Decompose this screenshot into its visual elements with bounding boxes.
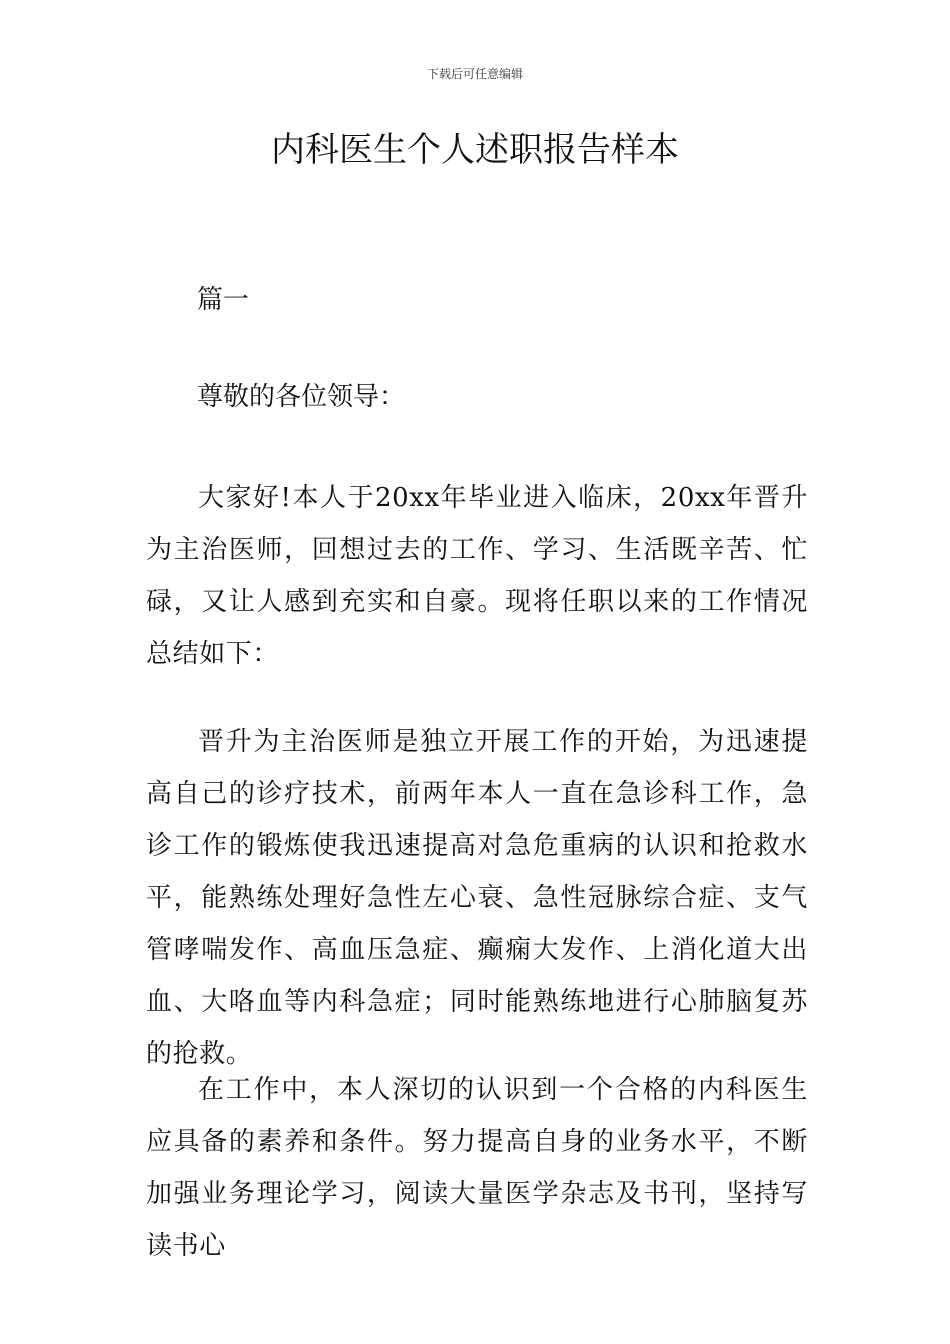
salutation: 尊敬的各位领导： — [197, 382, 406, 412]
body-paragraph-2: 晋升为主治医师是独立开展工作的开始，为迅速提高自己的诊疗技术，前两年本人一直在急诊科工作，急诊工作的锻炼使我迅速提高对急危重病的认识和抢救水平，能熟练处理好急性左心衰、急性冠脉综合症、支气管哮喘发作、高血压急症、癫痫大发作、上消化道大出血、大咯血等内科急症；同时能熟练地进行心肺脑复苏的抢救。 — [146, 727, 808, 1069]
section-heading: 篇一 — [197, 285, 250, 315]
body-paragraph-1: 大家好!本人于20xx年毕业进入临床，20xx年晋升为主治医师，回想过去的工作、学习、生活既辛苦、忙碌，又让人感到充实和自豪。现将任职以来的工作情况总结如下： — [146, 483, 808, 669]
header-note: 下载后可任意编辑 — [426, 67, 523, 81]
document-title: 内科医生个人述职报告样本 — [271, 130, 679, 170]
body-paragraph-3: 在工作中，本人深切的认识到一个合格的内科医生应具备的素养和条件。努力提高自身的业务水平，不断加强业务理论学习，阅读大量医学杂志及书刊，坚持写读书心 — [146, 1075, 808, 1261]
